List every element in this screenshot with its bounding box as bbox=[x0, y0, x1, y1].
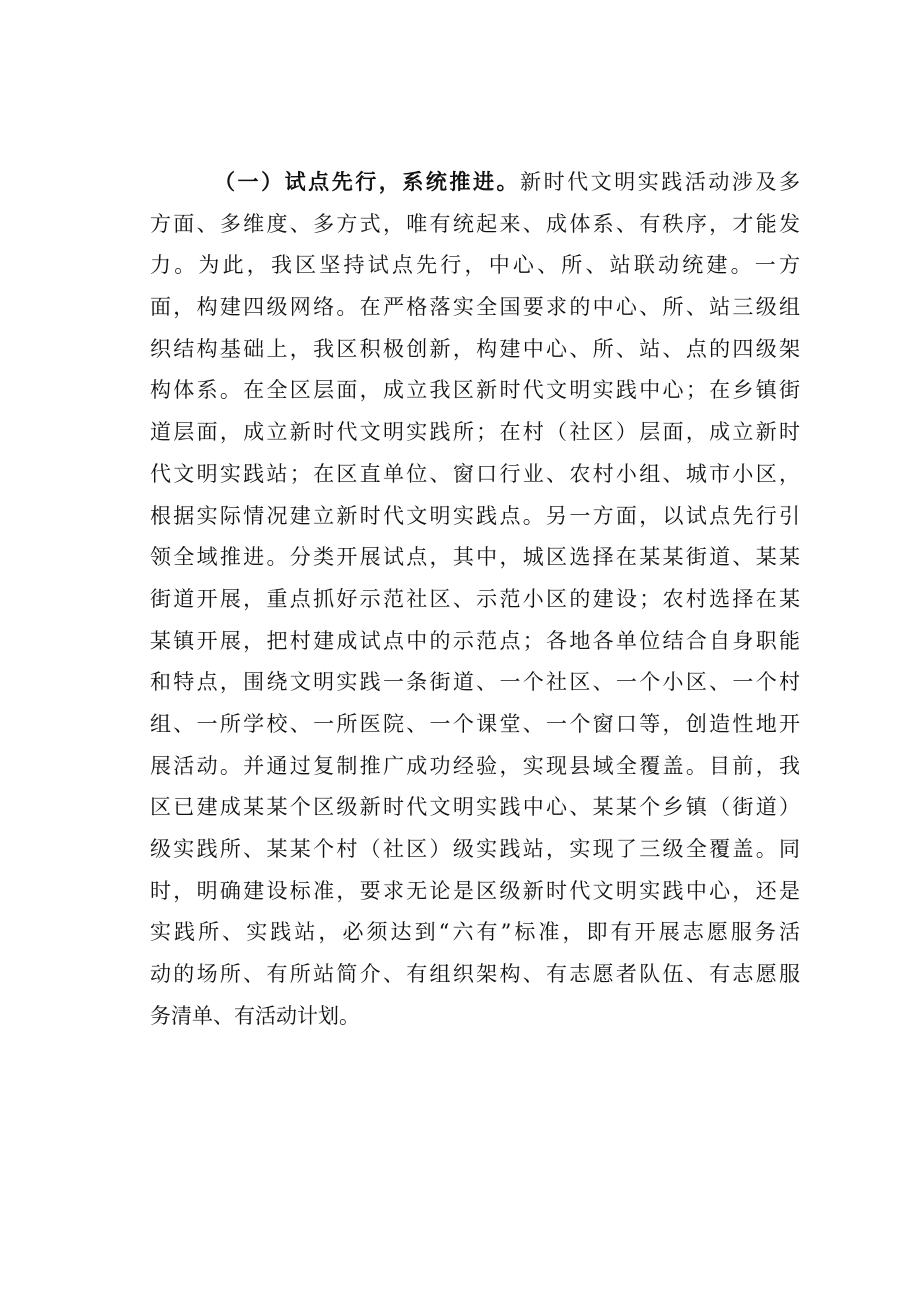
body-paragraph bbox=[150, 162, 800, 1037]
paragraph-line: 展活动。并通过复制推广成功经验，实现县域全覆盖。目前，我 bbox=[150, 753, 800, 778]
paragraph-line: 面，构建四级网络。在严格落实全国要求的中心、所、站三级组 bbox=[150, 295, 800, 320]
paragraph-line: 街道开展，重点抓好示范社区、示范小区的建设；农村选择在某 bbox=[150, 586, 800, 611]
paragraph-line: 力。为此，我区坚持试点先行，中心、所、站联动统建。一方 bbox=[150, 253, 800, 278]
line-text: 新时代文明实践活动涉及多 bbox=[520, 170, 801, 194]
paragraph-line: 方面、多维度、多方式，唯有统起来、成体系、有秩序，才能发 bbox=[150, 211, 800, 236]
paragraph-line: 织结构基础上，我区积极创新，构建中心、所、站、点的四级架 bbox=[150, 336, 800, 361]
paragraph-line: 实践所、实践站，必须达到“六有”标准，即有开展志愿服务活 bbox=[150, 920, 800, 945]
paragraph-line: 时，明确建设标准，要求无论是区级新时代文明实践中心，还是 bbox=[150, 878, 800, 903]
paragraph-line: 领全域推进。分类开展试点，其中，城区选择在某某街道、某某 bbox=[150, 545, 800, 570]
paragraph-line: 道层面，成立新时代文明实践所；在村（社区）层面，成立新时 bbox=[150, 420, 800, 445]
paragraph-line: 代文明实践站；在区直单位、窗口行业、农村小组、城市小区， bbox=[150, 461, 800, 486]
paragraph-line: 务清单、有活动计划。 bbox=[150, 1003, 360, 1028]
paragraph-line: 根据实际情况建立新时代文明实践点。另一方面，以试点先行引 bbox=[150, 503, 800, 528]
paragraph-line: 和特点，围绕文明实践一条街道、一个社区、一个小区、一个村 bbox=[150, 670, 800, 695]
paragraph-line: 某镇开展，把村建成试点中的示范点；各地各单位结合自身职能 bbox=[150, 628, 800, 653]
paragraph-line: 组、一所学校、一所医院、一个课堂、一个窗口等，创造性地开 bbox=[150, 711, 800, 736]
paragraph-line: 构体系。在全区层面，成立我区新时代文明实践中心；在乡镇街 bbox=[150, 378, 800, 403]
section-heading: （一）试点先行，系统推进。 bbox=[214, 170, 521, 194]
paragraph-line: 级实践所、某某个村（社区）级实践站，实现了三级全覆盖。同 bbox=[150, 837, 800, 861]
paragraph-line bbox=[150, 162, 800, 204]
paragraph-line: 区已建成某某个区级新时代文明实践中心、某某个乡镇（街道） bbox=[150, 795, 800, 820]
paragraph-line: 动的场所、有所站简介、有组织架构、有志愿者队伍、有志愿服 bbox=[150, 962, 800, 987]
